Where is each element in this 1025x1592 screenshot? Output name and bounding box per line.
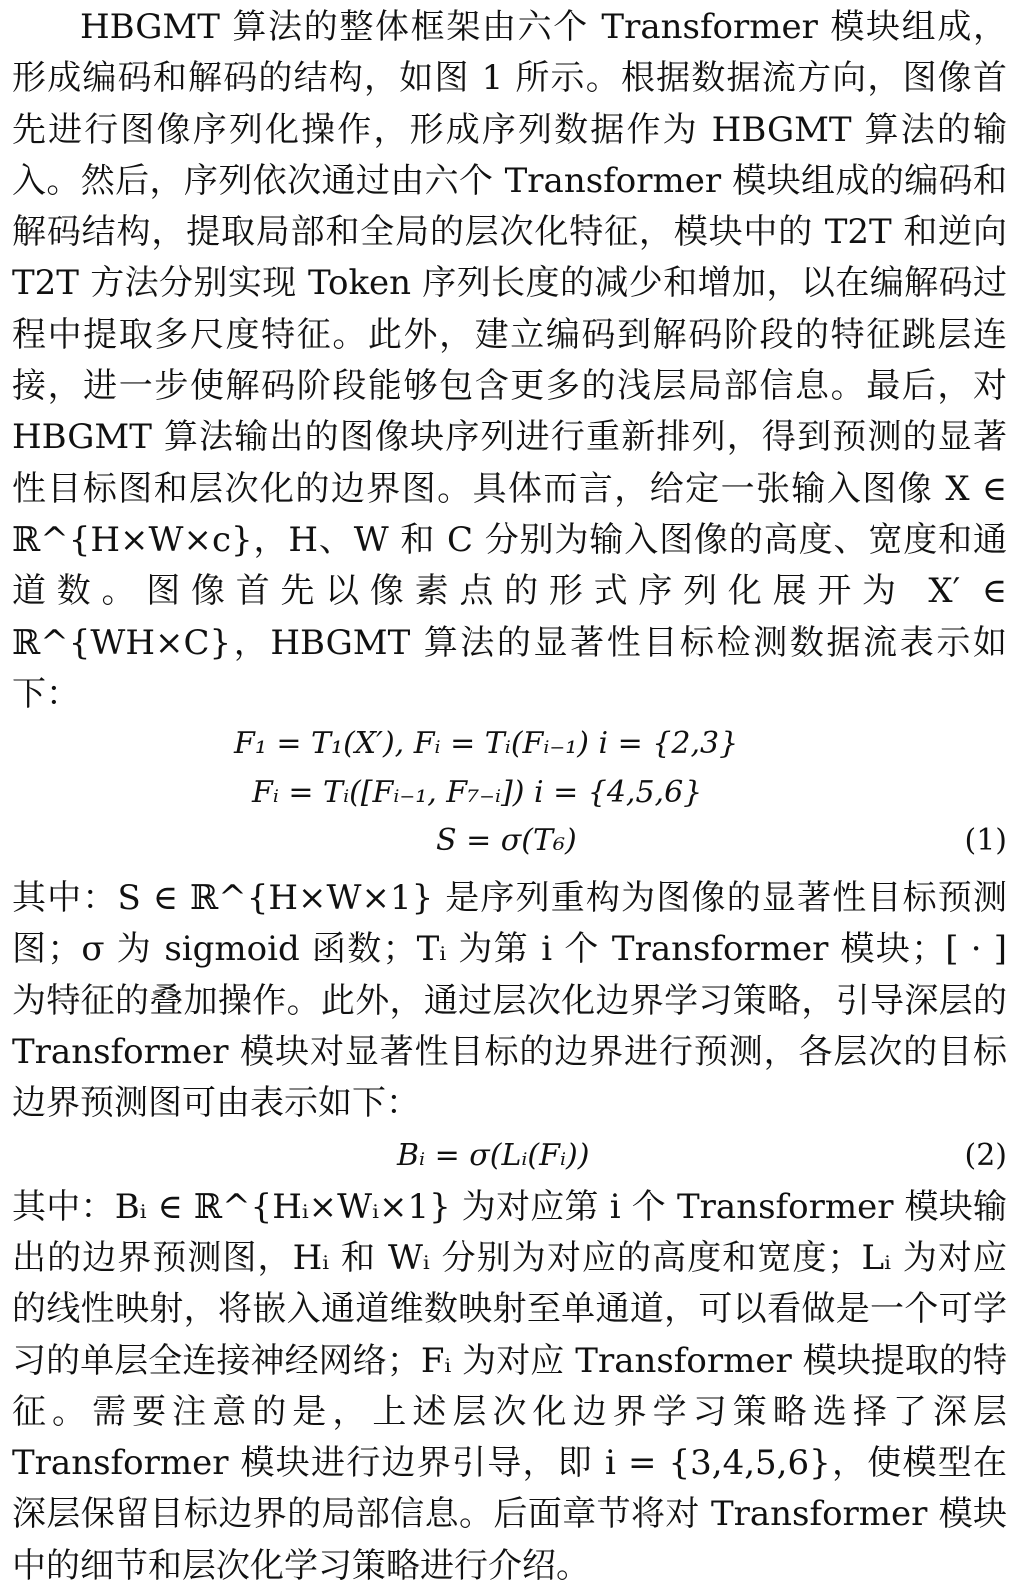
- equation-2-block: [12, 1130, 1007, 1182]
- paragraph-after-eq2: 其中：Bᵢ ∈ ℝ^{Hᵢ×Wᵢ×1} 为对应第 i 个 Transformer 模块输出的边界预测图，Hᵢ 和 Wᵢ 分别为对应的高度和宽度；Lᵢ 为对应的线性映射，将嵌入通道维数映射至单通道，可以看做是一个可学习的单层全连接神经网络；Fᵢ 为对应 Transformer 模块提取的特征。需要注意的是，上述层次化边界学习策略选择了深层 Transformer 模块进行边界引导，即 i = {3,4,5,6}，使模型在深层保留目标边界的局部信息。后面章节将对 Transformer 模块中的细节和层次化学习策略进行介绍。: [12, 1186, 1007, 1586]
- equation-1-block: [12, 720, 1007, 873]
- equation-1-line-1: F₁ = T₁(X′), Fᵢ = Tᵢ(Fᵢ₋₁) i = {2,3}: [234, 726, 739, 762]
- equation-1-number: (1): [964, 823, 1007, 859]
- equation-1-line-2: Fᵢ = Tᵢ([Fᵢ₋₁, F₇₋ᵢ]) i = {4,5,6}: [252, 775, 703, 811]
- paragraph-after-eq1: 其中：S ∈ ℝ^{H×W×1} 是序列重构为图像的显著性目标预测图；σ 为 sigmoid 函数；Tᵢ 为第 i 个 Transformer 模块；[ · ] 为特征的叠加操作。此外，通过层次化边界学习策略，引导深层的Transformer 模块对显著性目标的边界进行预测，各层次的目标边界预测图可由表示如下：: [12, 878, 1007, 1124]
- paragraph-intro: HBGMT 算法的整体框架由六个 Transformer 模块组成，形成编码和解码的结构，如图 1 所示。根据数据流方向，图像首先进行图像序列化操作，形成序列数据作为 HBGMT 算法的输入。然后，序列依次通过由六个 Transformer 模块组成的编码和解码结构，提取局部和全局的层次化特征，模块中的 T2T 和逆向 T2T 方法分别实现 Token 序列长度的减少和增加，以在编解码过程中提取多尺度特征。此外，建立编码到解码阶段的特征跳层连接，进一步使解码阶段能够包含更多的浅层局部信息。最后，对 HBGMT 算法输出的图像块序列进行重新排列，得到预测的显著性目标图和层次化的边界图。具体而言，给定一张输入图像 X ∈ ℝ^{H×W×c}，H、W 和 C 分别为输入图像的高度、宽度和通道数。图像首先以像素点的形式序列化展开为 X′ ∈ ℝ^{WH×C}，HBGMT 算法的显著性目标检测数据流表示如下：: [12, 7, 1007, 714]
- equation-2-number: (2): [964, 1137, 1007, 1173]
- equation-2-line-1: Bᵢ = σ(Lᵢ(Fᵢ)): [397, 1137, 590, 1173]
- page-body: [12, 2, 1007, 1592]
- equation-1-line-3: S = σ(T₆): [436, 823, 577, 859]
